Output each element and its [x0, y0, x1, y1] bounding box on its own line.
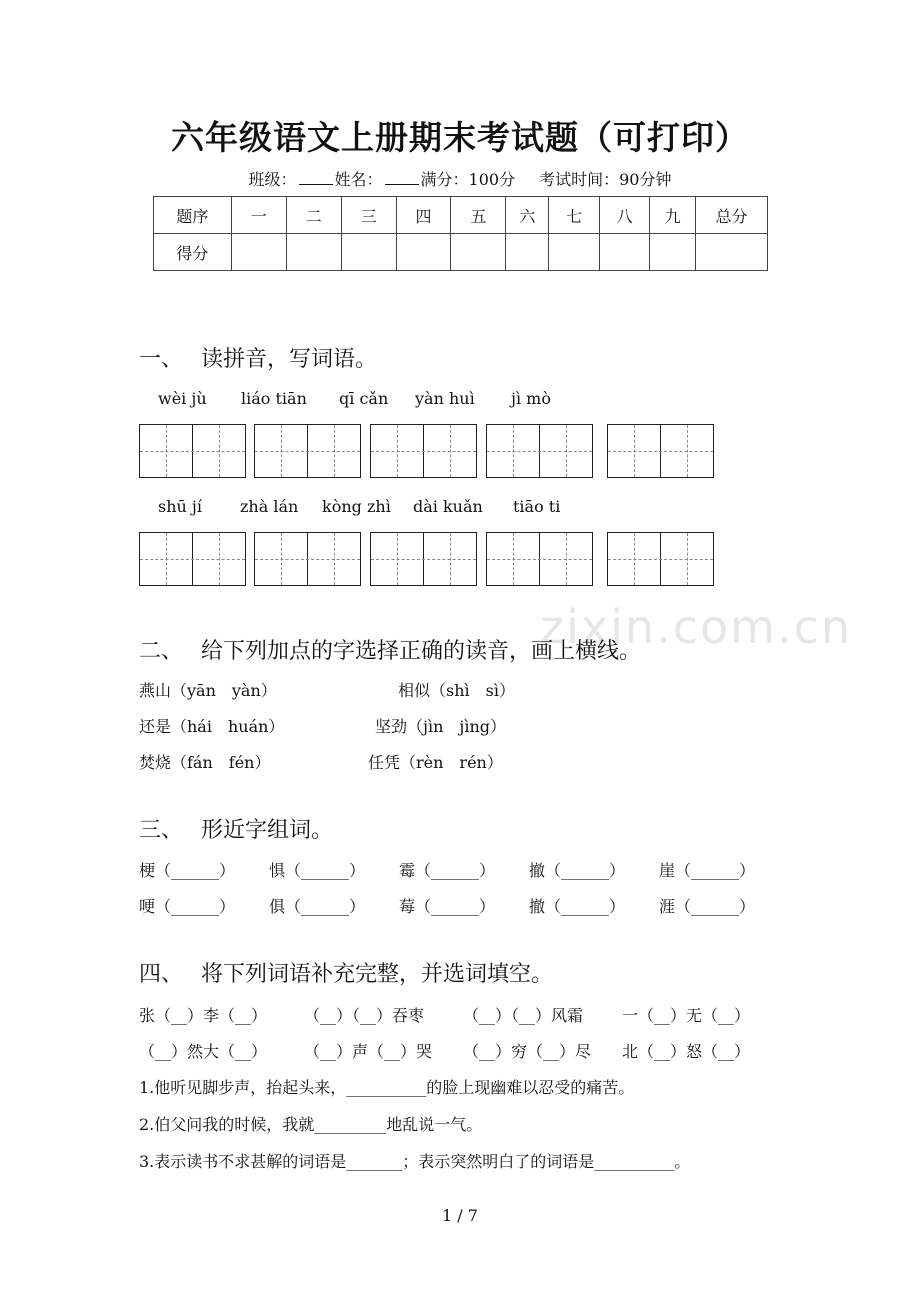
word-blank: 惧（______） — [269, 861, 366, 880]
score-cell[interactable] — [231, 234, 286, 271]
writing-grid[interactable] — [370, 532, 477, 586]
pinyin: shū jí — [158, 497, 202, 516]
table-cell: 七 — [549, 197, 600, 234]
question-2: 2.伯父问我的时候，我就_________地乱说一气。 — [139, 1115, 483, 1134]
writing-grid[interactable] — [607, 532, 714, 586]
idiom-blank: 北（__）怒（__） — [622, 1042, 751, 1061]
score-cell[interactable] — [341, 234, 396, 271]
table-cell: 五 — [451, 197, 506, 234]
score-cell[interactable] — [549, 234, 600, 271]
exam-info — [0, 167, 920, 190]
pinyin: dài kuǎn — [413, 497, 483, 516]
score-cell[interactable] — [696, 234, 768, 271]
writing-grid[interactable] — [254, 424, 361, 478]
reading-choice: 坚劲（jìn jìng） — [375, 717, 507, 736]
table-cell: 九 — [650, 197, 696, 234]
score-cell[interactable] — [396, 234, 451, 271]
writing-grid[interactable] — [139, 532, 246, 586]
word-blank: 崖（______） — [659, 861, 756, 880]
section-1-heading: 一、 读拼音，写词语。 — [139, 347, 378, 372]
idiom-blank: （__）（__）吞枣 — [304, 1006, 425, 1025]
question-3: 3.表示读书不求甚解的词语是_______；表示突然明白了的词语是__________。 — [139, 1152, 691, 1171]
table-cell: 八 — [600, 197, 650, 234]
idiom-blank: （__）然大（__） — [139, 1042, 268, 1061]
writing-grid[interactable] — [486, 532, 593, 586]
table-cell: 六 — [506, 197, 549, 234]
pinyin: jì mò — [511, 389, 551, 408]
writing-grid[interactable] — [139, 424, 246, 478]
full-score: 满分：100分 — [420, 170, 516, 189]
exam-time: 考试时间：90分钟 — [539, 170, 672, 189]
score-table-score-row — [154, 234, 768, 271]
word-blank: 俱（______） — [269, 897, 366, 916]
score-table — [153, 196, 768, 271]
score-cell[interactable] — [600, 234, 650, 271]
word-blank: 涯（______） — [659, 897, 756, 916]
word-blank: 梗（______） — [139, 861, 236, 880]
table-cell: 得分 — [154, 234, 232, 271]
idiom-blank: 张（__）李（__） — [139, 1006, 268, 1025]
watermark: zixin.com.cn — [540, 600, 853, 654]
section-4-heading: 四、 将下列词语补充完整，并选词填空。 — [139, 962, 554, 987]
reading-choice: 任凭（rèn rén） — [368, 753, 503, 772]
word-blank: 莓（______） — [399, 897, 496, 916]
score-cell[interactable] — [451, 234, 506, 271]
idiom-blank: （__）声（__）哭 — [304, 1042, 433, 1061]
writing-grid[interactable] — [370, 424, 477, 478]
score-cell[interactable] — [286, 234, 341, 271]
idiom-blank: （__）穷（__）尽 — [463, 1042, 592, 1061]
pinyin: liáo tiān — [241, 389, 307, 408]
idiom-blank: 一（__）无（__） — [622, 1006, 751, 1025]
pinyin: tiāo ti — [513, 497, 561, 516]
name-label: 姓名： — [334, 170, 383, 189]
score-cell[interactable] — [650, 234, 696, 271]
page-number: 1 / 7 — [442, 1206, 478, 1225]
name-blank — [385, 170, 419, 185]
page-title: 六年级语文上册期末考试题（可打印） — [171, 118, 749, 157]
section-3-heading: 三、 形近字组词。 — [139, 818, 334, 843]
table-cell: 三 — [341, 197, 396, 234]
pinyin: wèi jù — [158, 389, 207, 408]
writing-grid[interactable] — [254, 532, 361, 586]
reading-choice: 还是（hái huán） — [139, 717, 285, 736]
class-blank — [299, 170, 333, 185]
score-cell[interactable] — [506, 234, 549, 271]
word-blank: 霉（______） — [399, 861, 496, 880]
score-table-header-row — [154, 197, 768, 234]
table-cell: 总分 — [696, 197, 768, 234]
writing-grid[interactable] — [486, 424, 593, 478]
word-blank: 撤（______） — [529, 861, 626, 880]
reading-choice: 燕山（yān yàn） — [139, 681, 277, 700]
word-blank: 哽（______） — [139, 897, 236, 916]
pinyin: zhà lán — [240, 497, 299, 516]
question-1: 1.他听见脚步声，抬起头来，__________的脸上现幽难以忍受的痛苦。 — [139, 1078, 635, 1097]
reading-choice: 焚烧（fán fén） — [139, 753, 271, 772]
section-2-heading: 二、 给下列加点的字选择正确的读音，画上横线。 — [139, 639, 642, 664]
writing-grid[interactable] — [607, 424, 714, 478]
pinyin: qī cǎn — [339, 389, 389, 408]
idiom-blank: （__）（__）风霜 — [463, 1006, 584, 1025]
word-blank: 撤（______） — [529, 897, 626, 916]
table-cell: 一 — [231, 197, 286, 234]
reading-choice: 相似（shì sì） — [398, 681, 515, 700]
pinyin: yàn huì — [415, 389, 475, 408]
table-cell: 四 — [396, 197, 451, 234]
class-label: 班级： — [248, 170, 297, 189]
pinyin: kòng zhì — [322, 497, 391, 516]
table-cell: 题序 — [154, 197, 232, 234]
table-cell: 二 — [286, 197, 341, 234]
